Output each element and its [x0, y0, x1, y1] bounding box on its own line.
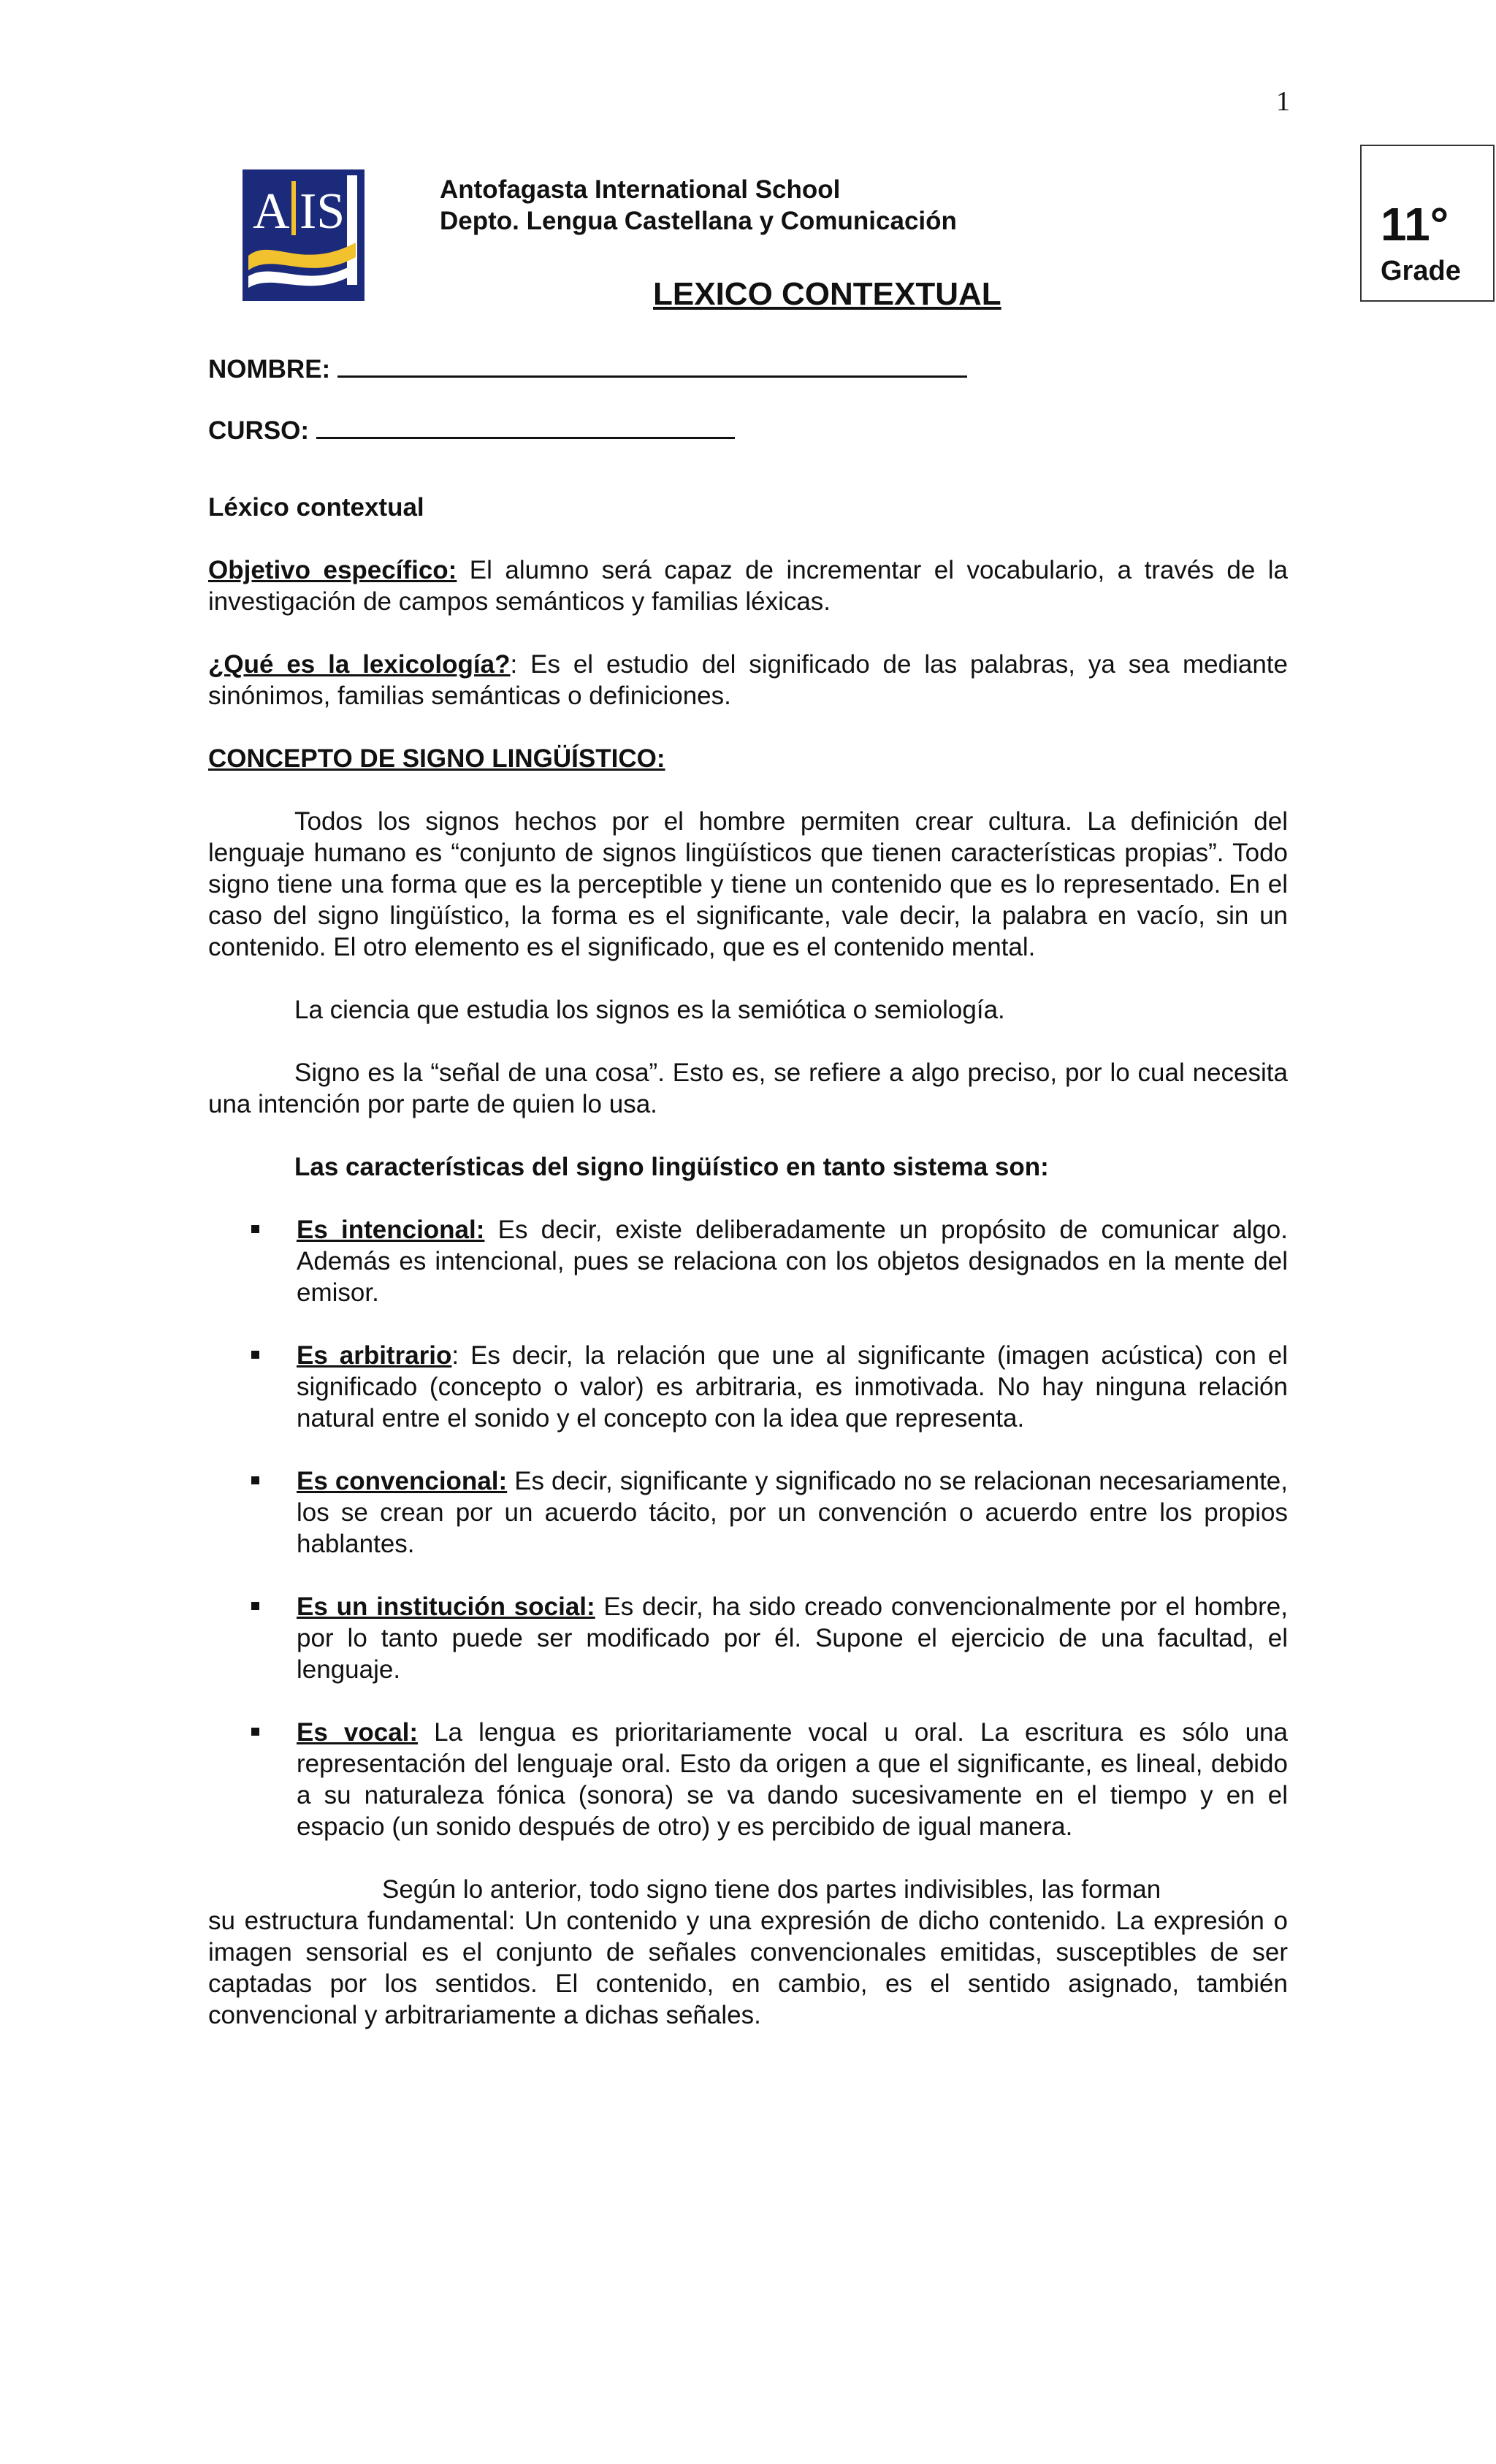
characteristics-list	[208, 1214, 1288, 1842]
document-title: LEXICO CONTEXTUAL	[653, 276, 1001, 312]
objective-paragraph	[208, 554, 1288, 617]
curso-field	[208, 415, 735, 446]
closing-paragraph: su estructura fundamental: Un contenido y una expresión de dicho contenido. La expresión o imagen sensorial es el conjunto de señales convencionales emitidas, susceptibles de ser captadas por los sentidos. El contenido, en cambio, es el sentido asignado, también convencional y arbitrariamente a dichas señales.	[208, 1907, 1288, 2029]
characteristic-term: Es intencional:	[297, 1216, 485, 1244]
bullet-square-icon	[251, 1602, 259, 1610]
list-spacer	[208, 1685, 1288, 1717]
list-item	[208, 1465, 1288, 1560]
characteristic-text: Es decir, ha sido creado convencionalmente por el hombre, por lo tanto puede ser modificado por él. Supone el ejercicio de una facultad, el lenguaje.	[297, 1593, 1288, 1684]
objective-text: El alumno será capaz de incrementar el vocabulario, a través de la investigación de campos semánticos y familias léxicas.	[208, 556, 1288, 616]
lexicology-paragraph	[208, 649, 1288, 712]
list-spacer	[208, 1308, 1288, 1340]
nombre-line	[337, 354, 967, 378]
characteristic-term: Es vocal:	[297, 1718, 419, 1747]
grade-number: 11°	[1381, 198, 1449, 251]
logo-letters-is: IS	[299, 183, 346, 240]
bullet-square-icon	[251, 1728, 259, 1736]
characteristic-text: : Es decir, la relación que une al significante (imagen acústica) con el significado (concepto o valor) es arbitraria, es inmotivada. No hay ninguna relación natural entre el sonido y el concepto con la idea que representa.	[297, 1341, 1288, 1433]
logo-letter-a: A	[253, 183, 290, 240]
paragraph-1: Todos los signos hechos por el hombre permiten crear cultura. La definición del lenguaje humano es “conjunto de signos lingüísticos que tienen características propias”. Todo signo tiene una forma que es la perceptible y tiene un contenido que es lo representado. En el caso del signo lingüístico, la forma es el significante, vale decir, la palabra en vacío, sin un contenido. El otro elemento es el significado, que es el contenido mental.	[208, 807, 1288, 961]
bullet-square-icon	[251, 1351, 259, 1359]
characteristic-text: Es decir, significante y significado no se relacionan necesariamente, los se crean por un acuerdo tácito, por un convención o acuerdo entre los propios hablantes.	[297, 1467, 1288, 1558]
grade-label: Grade	[1381, 256, 1461, 286]
paragraph-3: Signo es la “señal de una cosa”. Esto es, se refiere a algo preciso, por lo cual necesita una intención por parte de quien lo usa.	[208, 1059, 1288, 1118]
list-item	[208, 1340, 1288, 1434]
list-spacer	[208, 1434, 1288, 1465]
paragraph-2: La ciencia que estudia los signos es la semiótica o semiología.	[294, 996, 1005, 1024]
lexicology-label: ¿Qué es la lexicología?	[208, 650, 511, 679]
lexicology-text: : Es el estudio del significado de las palabras, ya sea mediante sinónimos, familias semánticas o definiciones.	[208, 650, 1288, 710]
objective-label: Objetivo específico:	[208, 556, 457, 584]
characteristic-term: Es un institución social:	[297, 1593, 595, 1621]
page-number: 1	[1276, 86, 1290, 117]
concept-heading: CONCEPTO DE SIGNO LINGÜÍSTICO:	[208, 744, 665, 773]
bullet-square-icon	[251, 1476, 259, 1484]
curso-label: CURSO:	[208, 416, 310, 445]
characteristics-heading: Las características del signo lingüístico en tanto sistema son:	[294, 1153, 1049, 1181]
characteristic-term: Es convencional:	[297, 1467, 508, 1495]
bullet-square-icon	[251, 1225, 259, 1233]
department-name: Depto. Lengua Castellana y Comunicación	[440, 207, 957, 235]
list-item	[208, 1717, 1288, 1842]
characteristic-text: Es decir, existe deliberadamente un propósito de comunicar algo. Además es intencional, pues se relaciona con los objetos designados en la mente del emisor.	[297, 1216, 1288, 1307]
list-spacer	[208, 1560, 1288, 1591]
logo-divider	[291, 181, 296, 235]
school-name: Antofagasta International School	[440, 175, 841, 204]
grade-box	[1360, 145, 1495, 302]
document-body	[208, 492, 1288, 2031]
list-item	[208, 1591, 1288, 1685]
section-title: Léxico contextual	[208, 493, 424, 522]
school-header	[440, 174, 957, 237]
list-item	[208, 1214, 1288, 1308]
characteristic-text: La lengua es prioritariamente vocal u oral. La escritura es sólo una representación del lenguaje oral. Esto da origen a que el significante, es lineal, debido a su naturaleza fónica (sonora) se va dando sucesivamente en el tiempo y en el espacio (un sonido después de otro) y es percibido de igual manera.	[297, 1718, 1288, 1841]
nombre-field	[208, 354, 967, 385]
nombre-label: NOMBRE:	[208, 355, 331, 384]
characteristic-term: Es arbitrario	[297, 1341, 452, 1370]
school-logo	[243, 169, 365, 301]
closing-line-1: Según lo anterior, todo signo tiene dos partes indivisibles, las forman	[382, 1875, 1161, 1904]
curso-line	[316, 415, 735, 439]
